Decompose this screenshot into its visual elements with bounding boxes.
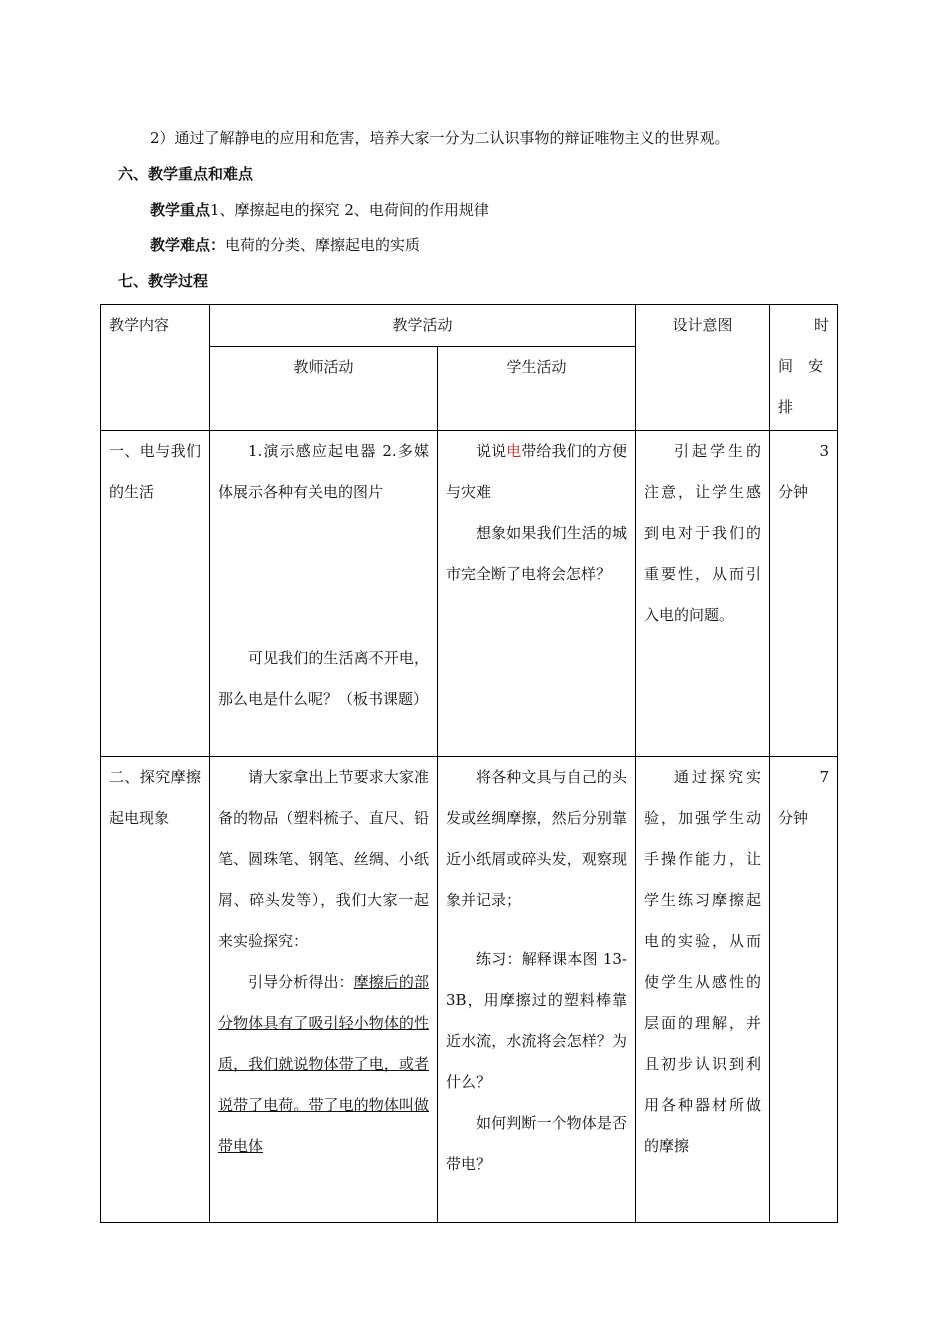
row2-design [636, 757, 770, 1223]
row2-teacher-p1: 请大家拿出上节要求大家准备的物品（塑料梳子、直尺、铅笔、圆珠笔、钢笔、丝绸、小纸屑、碎头发等），我们大家一起来实验探究： [218, 768, 429, 950]
row2-design-text: 通过探究实验，加强学生动手操作能力，让学生练习摩擦起电的实验，从而使学生从感性的层面的理解，并且初步认识到利用各种器材所做的摩擦 [644, 768, 762, 1155]
row1-time-unit: 分钟 [778, 483, 809, 501]
row2-teacher-p2 [218, 962, 429, 1167]
row2-student-p3: 如何判断一个物体是否带电？ [446, 1114, 628, 1173]
header-time-1: 时 [814, 316, 830, 334]
row2-student-p2: 练习：解释课本图 13-3B，用摩擦过的塑料棒靠近水流，水流将会怎样？为什么？ [446, 950, 628, 1091]
row1-design [636, 431, 770, 757]
key-points-line [150, 200, 489, 220]
section-7-heading: 七、教学过程 [118, 272, 209, 290]
header-teacher: 教师活动 [210, 347, 438, 431]
difficult-points-label: 教学难点： [150, 236, 226, 254]
row1-student-p1-post: 带给我们的方便与灾难 [446, 442, 627, 501]
row2-teacher [210, 757, 438, 1223]
teaching-process-table [100, 304, 838, 1223]
row1-time [770, 431, 838, 757]
table-row [101, 757, 838, 1223]
row2-content: 二、探究摩擦起电现象 [101, 757, 210, 1223]
header-student: 学生活动 [438, 347, 636, 431]
row1-design-text: 引起学生的注意，让学生感到电对于我们的重要性，从而引入电的问题。 [644, 442, 762, 624]
row2-teacher-p2-underlined: 摩擦后的部分物体具有了吸引轻小物体的性质，我们就说物体带了电，或者说带了电荷。带了电的物体叫做带电体 [218, 973, 429, 1155]
key-points-label: 教学重点 [150, 201, 211, 219]
header-time-3: 排 [778, 398, 794, 416]
row1-student [438, 431, 636, 757]
header-time [770, 305, 838, 431]
row2-time [770, 757, 838, 1223]
difficult-points-line [150, 235, 420, 255]
row2-time-unit: 分钟 [778, 809, 809, 827]
header-row [101, 305, 838, 347]
row1-content: 一、电与我们的生活 [101, 431, 210, 757]
header-activity: 教学活动 [210, 305, 636, 347]
header-time-2: 间 安 [778, 357, 824, 375]
row1-teacher-p2: 可见我们的生活离不开电，那么电是什么呢？（板书课题） [218, 649, 429, 708]
header-design: 设计意图 [636, 305, 770, 431]
row1-student-p1 [446, 431, 627, 513]
row1-student-p1-pre: 说说 [476, 442, 507, 460]
key-points-text: 1、摩擦起电的探究 2、电荷间的作用规律 [210, 201, 489, 219]
row2-student-p1: 将各种文具与自己的头发或丝绸摩擦，然后分别靠近小纸屑或碎头发，观察现象并记录； [446, 768, 628, 909]
row2-teacher-p2-pre: 引导分析得出： [248, 973, 354, 991]
row1-student-p1-red: 电 [506, 442, 522, 460]
row2-student [438, 757, 636, 1223]
row2-time-num: 7 [819, 768, 830, 786]
goal-line: 2）通过了解静电的应用和危害，培养大家一分为二认识事物的辩证唯物主义的世界观。 [150, 129, 730, 147]
row1-teacher-p1: 1.演示感应起电器 2.多媒体展示各种有关电的图片 [218, 442, 429, 501]
header-content: 教学内容 [101, 305, 210, 431]
row1-teacher [210, 431, 438, 757]
table-row [101, 431, 838, 757]
row1-time-num: 3 [819, 442, 830, 460]
row1-student-p2: 想象如果我们生活的城市完全断了电将会怎样？ [446, 524, 628, 583]
section-6-heading: 六、教学重点和难点 [118, 165, 254, 183]
difficult-points-text: 电荷的分类、摩擦起电的实质 [225, 236, 421, 254]
